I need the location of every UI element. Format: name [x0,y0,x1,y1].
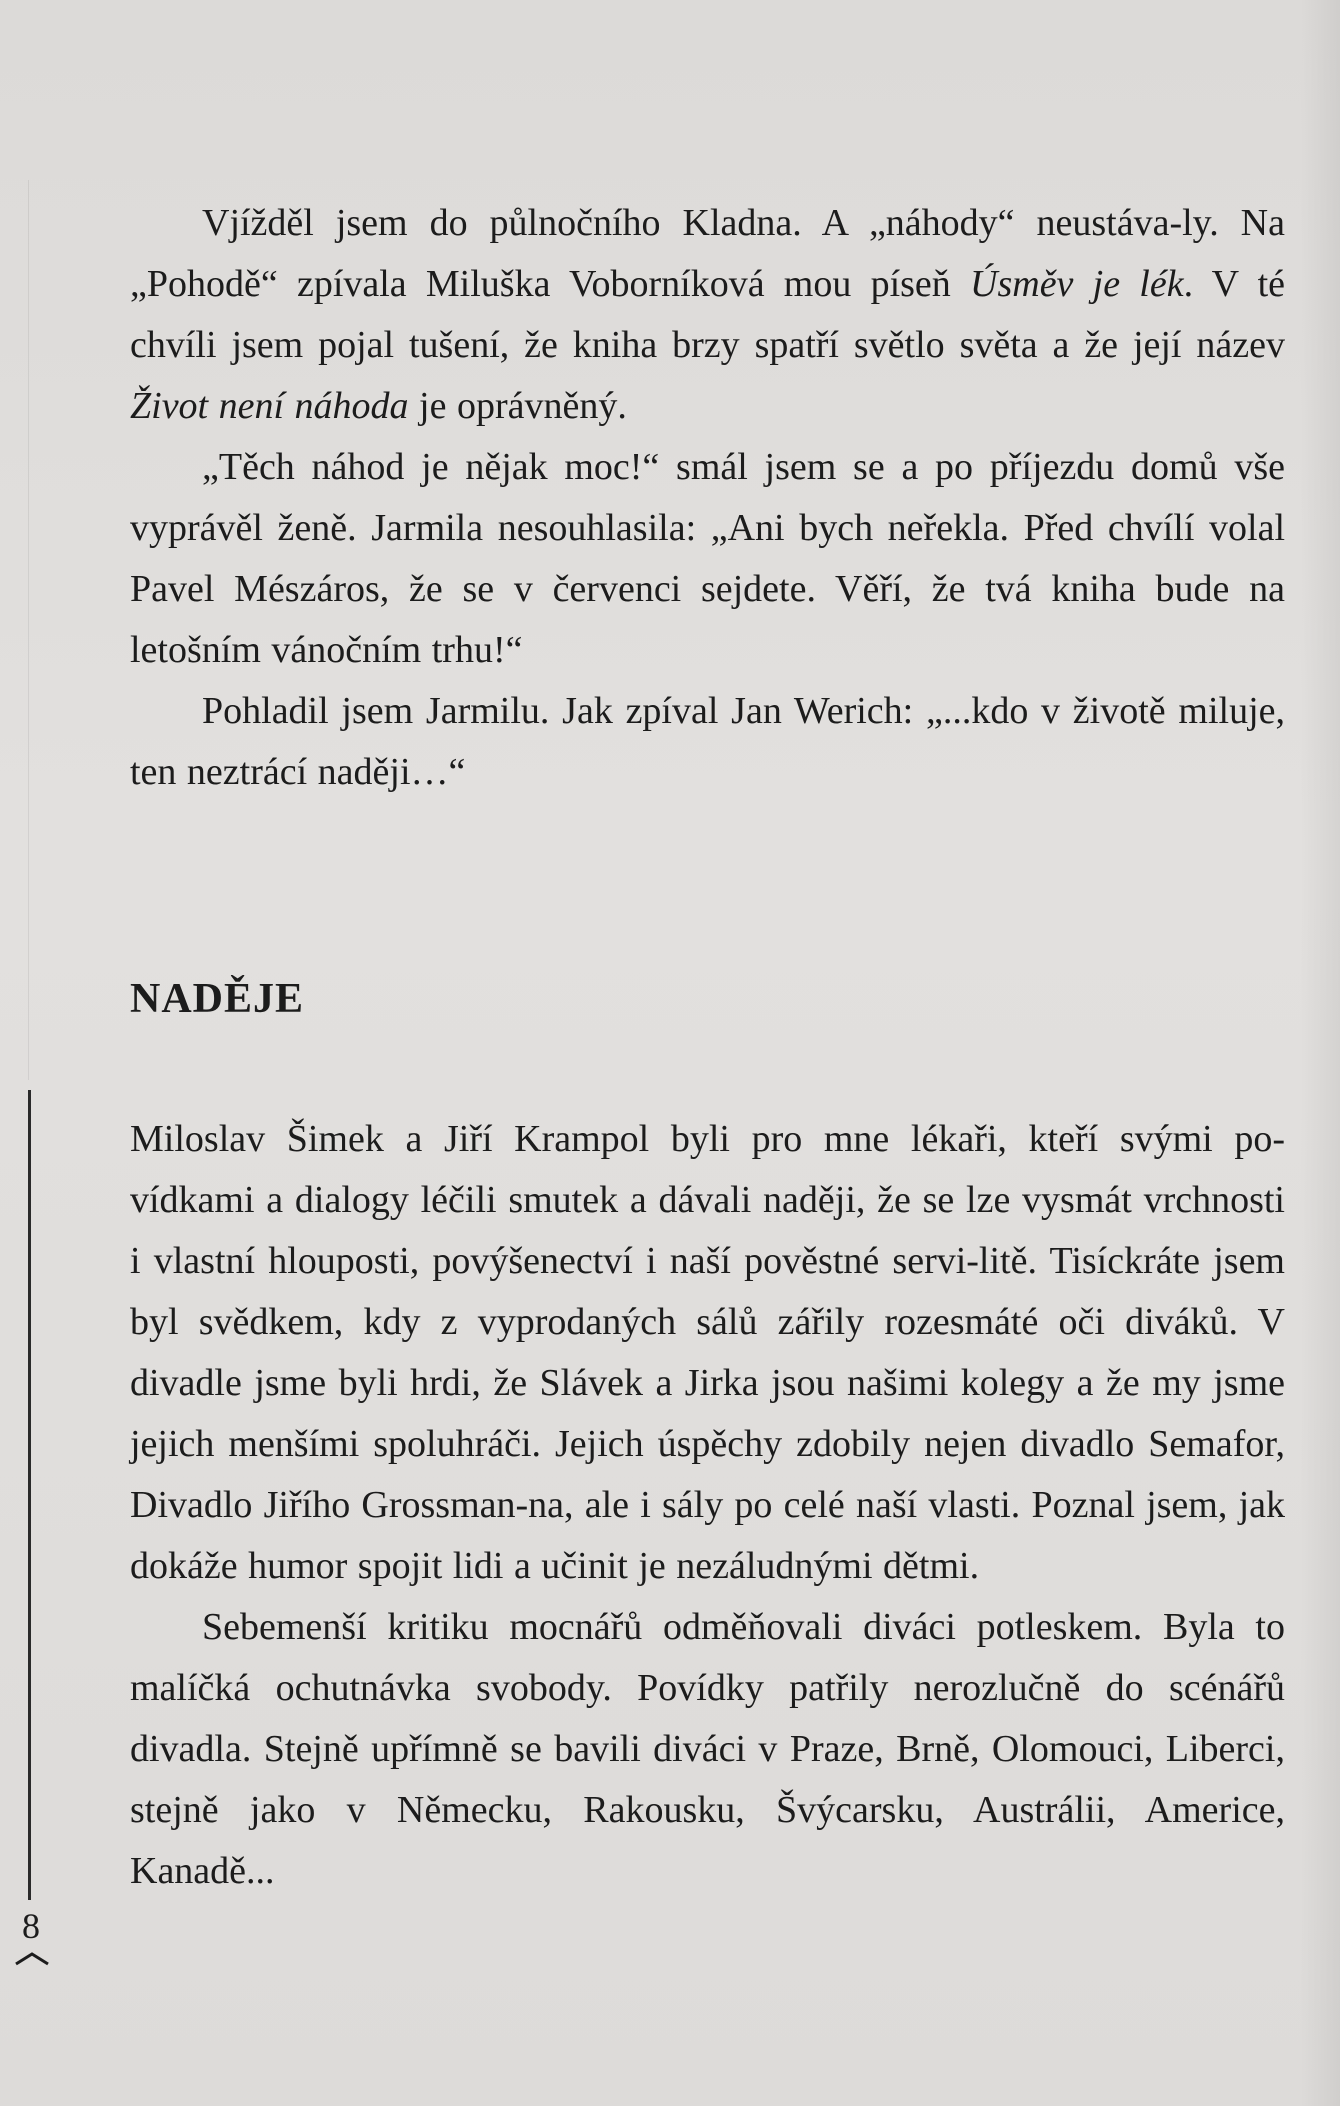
book-title: Život není náhoda [130,385,409,427]
song-title: Úsměv je lék [970,263,1184,305]
text-block-top [130,193,1285,803]
paragraph-1-text-a: Vjížděl jsem do půlnočního Kladna. A „náhody“ neustáva-ly. Na „Pohodě“ zpívala Miluška Voborníková mou píseň [130,202,1285,305]
paragraph-5: Sebemenší kritiku mocnářů odměňovali diváci potleskem. Byla to malíčká ochutnávka svobody. Povídky patřily nerozlučně do scénářů divadla. Stejně upřímně se bavili diváci v Praze, Brně, Olomouci, Liberci, stejně jako v Německu, Rakousku, Švýcarsku, Austrálii, Americe, Kanadě... [130,1606,1285,1892]
margin-rule-line [28,1090,31,1900]
paragraph-1-text-b: . V té chvíli jsem pojal tušení, že kniha brzy spatří světlo světa a že její název [130,263,1286,366]
paragraph-4: Miloslav Šimek a Jiří Krampol byli pro mne lékaři, kteří svými po-vídkami a dialogy léčili smutek a dávali naději, že se lze vysmát vrchnosti i vlastní hlouposti, povýšenectví i naší pověstné servi-litě. Tisíckráte jsem byl svědkem, kdy z vyprodaných sálů zářily rozesmáté oči diváků. V divadle jsme byli hrdi, že Slávek a Jirka jsou našimi kolegy a že my jsme jejich menšími spoluhráči. Jejich úspěchy zdobily nejen divadlo Semafor, Divadlo Jiřího Grossman-na, ale i sály po celé naší vlasti. Poznal jsem, jak dokáže humor spojit lidi a učinit je nezáludnými dětmi. [130,1118,1285,1587]
text-block-bottom [130,1109,1285,1902]
paragraph-2: „Těch náhod je nějak moc!“ smál jsem se a po příjezdu domů vše vyprávěl ženě. Jarmila nesouhlasila: „Ani bych neřekla. Před chvílí volal Pavel Mészáros, že se v červenci sejdete. Věří, že tvá kniha bude na letošním vánočním trhu!“ [130,446,1285,671]
paragraph-1 [130,193,1285,437]
paragraph-1-text-c: je oprávněný. [408,385,627,427]
page-number: 8 [22,1906,40,1946]
page-shadow [1300,0,1340,2106]
page-caret-icon [12,1950,52,1970]
paragraph-3: Pohladil jsem Jarmilu. Jak zpíval Jan Werich: „...kdo v životě miluje, ten neztrácí naději…“ [130,690,1285,793]
section-heading: NADĚJE [130,976,305,1022]
margin-guide [28,180,29,1080]
